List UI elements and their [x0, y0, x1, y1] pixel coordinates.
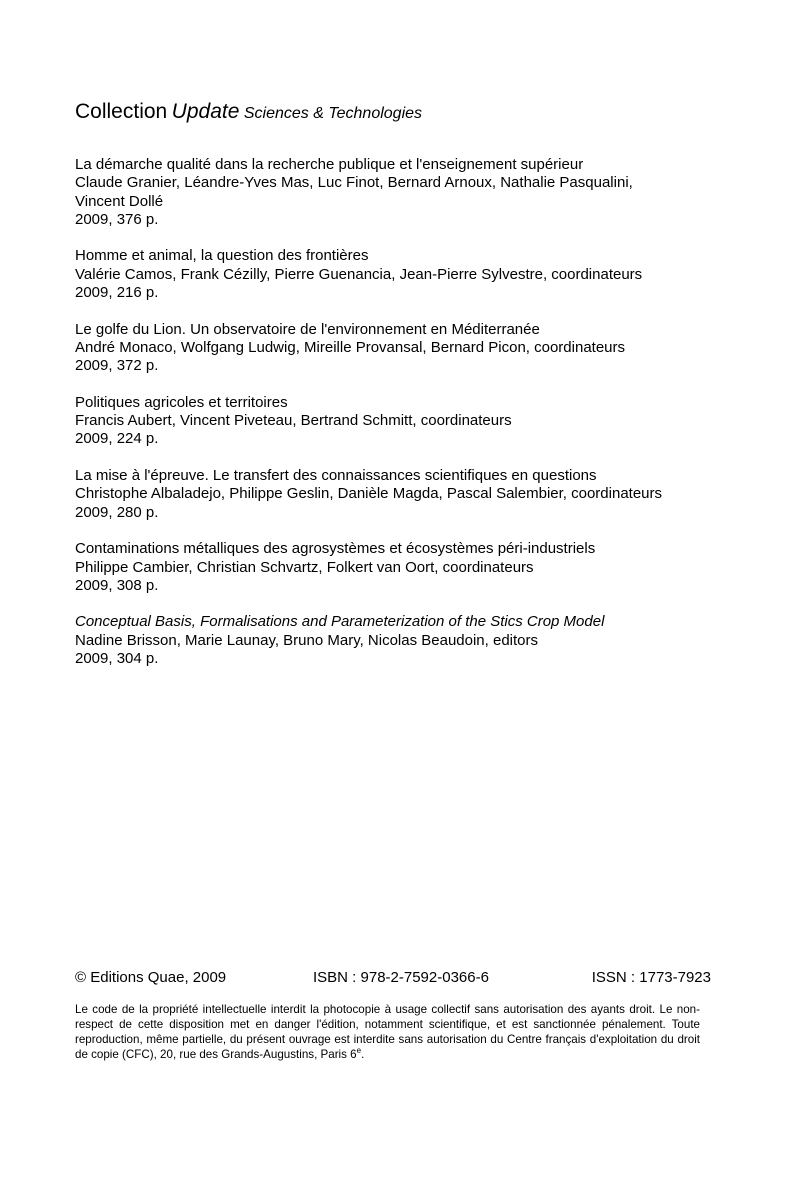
collection-name: Update — [171, 100, 240, 123]
book-title: Contaminations métalliques des agrosystèmes et écosystèmes péri-industriels — [75, 540, 596, 558]
book-entry — [75, 394, 755, 449]
book-title: La mise à l'épreuve. Le transfert des connaissances scientifiques en questions — [75, 467, 597, 485]
book-title: Le golfe du Lion. Un observatoire de l'environnement en Méditerranée — [75, 320, 540, 338]
book-details: 2009, 376 p. — [75, 210, 159, 228]
book-title: Politiques agricoles et territoires — [75, 393, 288, 411]
book-authors: Claude Granier, Léandre-Yves Mas, Luc Finot, Bernard Arnoux, Nathalie Pasqualini, — [75, 174, 633, 192]
book-details: 2009, 304 p. — [75, 650, 159, 668]
book-title: Homme et animal, la question des frontières — [75, 247, 369, 265]
book-authors: Nadine Brisson, Marie Launay, Bruno Mary, Nicolas Beaudoin, editors — [75, 631, 539, 649]
book-details: 2009, 216 p. — [75, 284, 159, 302]
legal-superscript: e — [356, 1046, 362, 1056]
book-entry — [75, 613, 755, 668]
book-details: 2009, 280 p. — [75, 503, 159, 521]
book-list — [75, 156, 755, 687]
book-details: 2009, 308 p. — [75, 576, 159, 594]
book-authors: Francis Aubert, Vincent Piveteau, Bertrand Schmitt, coordinateurs — [75, 412, 512, 430]
book-entry — [75, 321, 755, 376]
book-authors: Christophe Albaladejo, Philippe Geslin, Danièle Magda, Pascal Salembier, coordinateurs — [75, 485, 663, 503]
isbn: ISBN : 978-2-7592-0366-6 — [313, 969, 489, 986]
book-title: Conceptual Basis, Formalisations and Parameterization of the Stics Crop Model — [75, 613, 605, 631]
book-details: 2009, 372 p. — [75, 357, 159, 375]
book-entry — [75, 156, 755, 229]
collection-subtitle: Sciences & Technologies — [243, 105, 423, 122]
legal-text: Le code de la propriété intellectuelle interdit la photocopie à usage collectif sans autorisation des ayants droit. Le non-respect de cette disposition met en danger l'édition, notamment scientifique, et est sanctionnée pénalement. Toute reproduction, même partielle, du présent ouvrage est interdite sans autorisation du Centre français d'exploitation du droit de copie (CFC), 20, rue des Grands-Augustins, Paris 6 — [75, 1003, 700, 1061]
book-entry — [75, 467, 755, 522]
publication-info — [75, 968, 711, 988]
copyright-notice: © Editions Quae, 2009 — [75, 969, 227, 986]
collection-word: Collection — [75, 100, 168, 123]
book-title: La démarche qualité dans la recherche publique et l'enseignement supérieur — [75, 156, 584, 173]
book-entry — [75, 540, 755, 595]
issn: ISSN : 1773-7923 — [591, 969, 711, 986]
legal-notice — [75, 1002, 700, 1062]
book-details: 2009, 224 p. — [75, 430, 159, 448]
legal-end: . — [361, 1048, 365, 1061]
book-authors: Valérie Camos, Frank Cézilly, Pierre Guenancia, Jean-Pierre Sylvestre, coordinateurs — [75, 265, 643, 283]
collection-heading — [75, 98, 422, 128]
book-entry — [75, 247, 755, 302]
book-authors: Philippe Cambier, Christian Schvartz, Folkert van Oort, coordinateurs — [75, 558, 534, 576]
book-authors: Vincent Dollé — [75, 192, 164, 210]
book-authors: André Monaco, Wolfgang Ludwig, Mireille Provansal, Bernard Picon, coordinateurs — [75, 338, 626, 356]
